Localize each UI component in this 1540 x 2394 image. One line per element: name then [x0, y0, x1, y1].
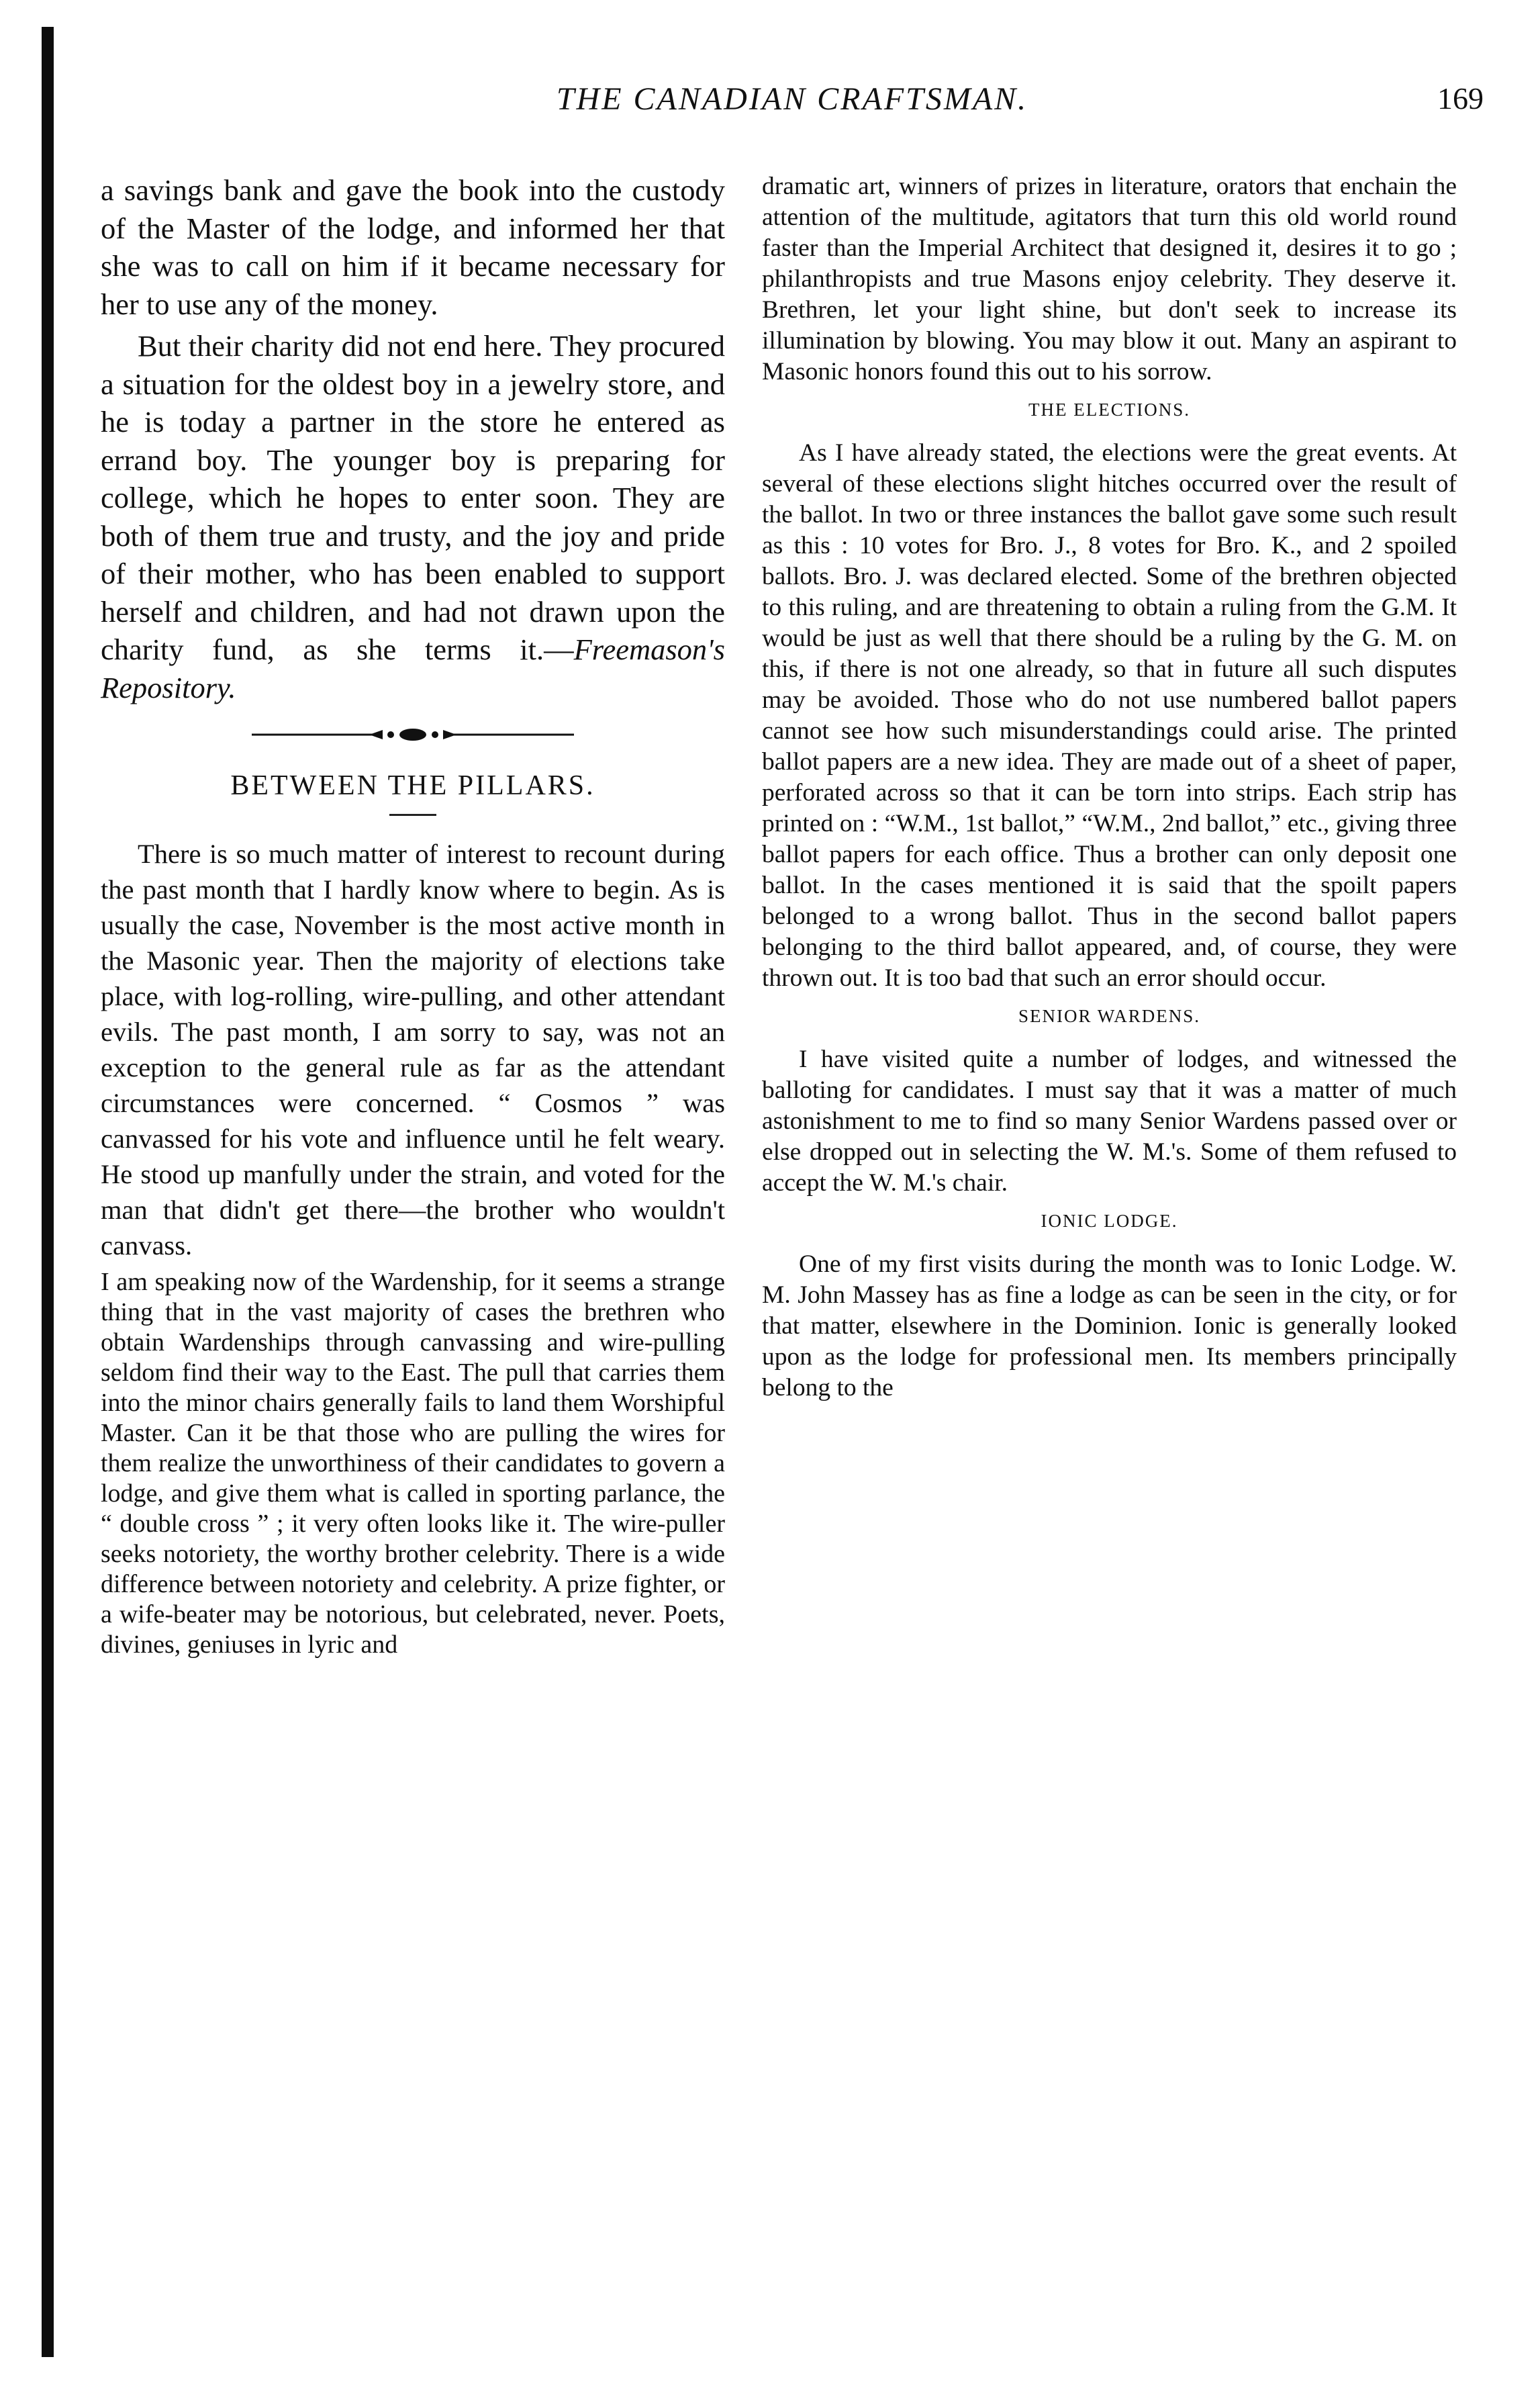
title-rule: [389, 814, 436, 816]
page-binding-edge: [42, 27, 54, 2357]
page-header: [94, 81, 1490, 134]
left-column: [101, 171, 725, 1664]
page-number: 169: [1437, 81, 1484, 116]
continuation-paragraph: dramatic art, winners of prizes in literature, orators that enchain the attention of the multitude, agitators that turn this old world round faster than the Imperial Architect that designed it, desires it to go ; philanthropists and true Masons enjoy celebrity. They deserve it. Brethren, let your light shine, but don't seek to increase its illumination by blowing. You may blow it out. Many an aspirant to Masonic honors found this out to his sorrow.: [762, 173, 1457, 385]
continuation-paragraph: a savings bank and gave the book into the custody of the Master of the lodge, and informed her that she was to call on him if it became necessary for her to use any of the money.: [101, 173, 725, 321]
ornament-divider-icon: [252, 727, 574, 743]
paragraph: There is so much matter of interest to recount during the past month that I hardly know where to begin. As is usually the case, November is the most active month in the Masonic year. Then the majority of elections take place, with log-rolling, wire-pulling, and other attendant evils. The past month, I am sorry to say, was not an exception to the general rule as far as the attendant circumstances were concerned. “ Cosmos ” was canvassed for his vote and influence until he felt weary. He stood up manfully under the strain, and voted for the man that didn't get there—the brother who wouldn't canvass.: [101, 839, 725, 1260]
article-title: BETWEEN THE PILLARS.: [230, 770, 595, 801]
paragraph-text: But their charity did not end here. They procured a situation for the oldest boy in a jewelry store, and he is today a partner in the store he entered as errand boy. The younger boy is preparing for college, which he hopes to enter soon. They are both of them true and trusty, and the joy and pride of their mother, who has been enabled to support herself and children, and had not drawn upon the charity fund, as she terms it.—: [101, 329, 725, 666]
paragraph: As I have already stated, the elections were the great events. At several of these elections slight hitches occurred over the result of the ballot. In two or three instances the ballot gave some such result as this : 10 votes for Bro. J., 8 votes for Bro. K., and 2 spoiled ballots. Bro. J. was declared elected. Some of the brethren objected to this ruling, and are threatening to obtain a ruling from the G.M. It would be just as well that there should be a ruling by the G. M. on this, if there is not one already, so that in future all such disputes may be avoided. Those who do not use numbered ballot papers cannot see how such misunderstandings could arise. The printed ballot papers are a new idea. They are made out of a sheet of paper, perforated across so that it can be torn into strips. Each strip has printed on : “W.M., 1st ballot,” “W.M., 2nd ballot,” etc., giving three ballot papers for each office. Thus a brother can only deposit one ballot. In the cases mentioned it is said that the spoilt papers belonged to a wrong ballot. Thus in the second ballot papers belonging to the third ballot appeared, and, of course, they were thrown out. It is too bad that such an error should occur.: [762, 439, 1457, 992]
section-heading: THE ELECTIONS.: [1028, 400, 1190, 420]
right-column: [762, 171, 1457, 1408]
running-title: THE CANADIAN CRAFTSMAN.: [556, 81, 1028, 117]
section-heading: IONIC LODGE.: [1041, 1211, 1178, 1231]
section-heading: SENIOR WARDENS.: [1018, 1006, 1201, 1026]
paragraph: I have visited quite a number of lodges, and witnessed the balloting for candidates. I must say that it was a matter of much astonishment to me to find so many Senior Wardens passed over or else dropped out in selecting the W. M.'s. Some of them refused to accept the W. M.'s chair.: [762, 1046, 1457, 1197]
paragraph: I am speaking now of the Wardenship, for it seems a strange thing that in the vast majority of cases the brethren who obtain Wardenships through canvassing and wire-pulling seldom find their way to the East. The pull that carries them into the minor chairs generally fails to land them Worshipful Master. Can it be that those who are pulling the wires for them realize the unworthiness of their candidates to govern a lodge, and give them what is called in sporting parlance, the “ double cross ” ; it very often looks like it. The wire-puller seeks notoriety, the worthy brother celebrity. There is a wide difference between notoriety and celebrity. A prize fighter, or a wife-beater may be notorious, but celebrated, never. Poets, divines, geniuses in lyric and: [101, 1268, 725, 1659]
source-citation: Freemason's Repository.: [101, 633, 725, 704]
paragraph: [101, 327, 725, 706]
paragraph: One of my first visits during the month was to Ionic Lodge. W. M. John Massey has as fine a lodge as can be seen in the city, or for that matter, elsewhere in the Dominion. Ionic is generally looked upon as the lodge for professional men. Its members principally belong to the: [762, 1250, 1457, 1401]
